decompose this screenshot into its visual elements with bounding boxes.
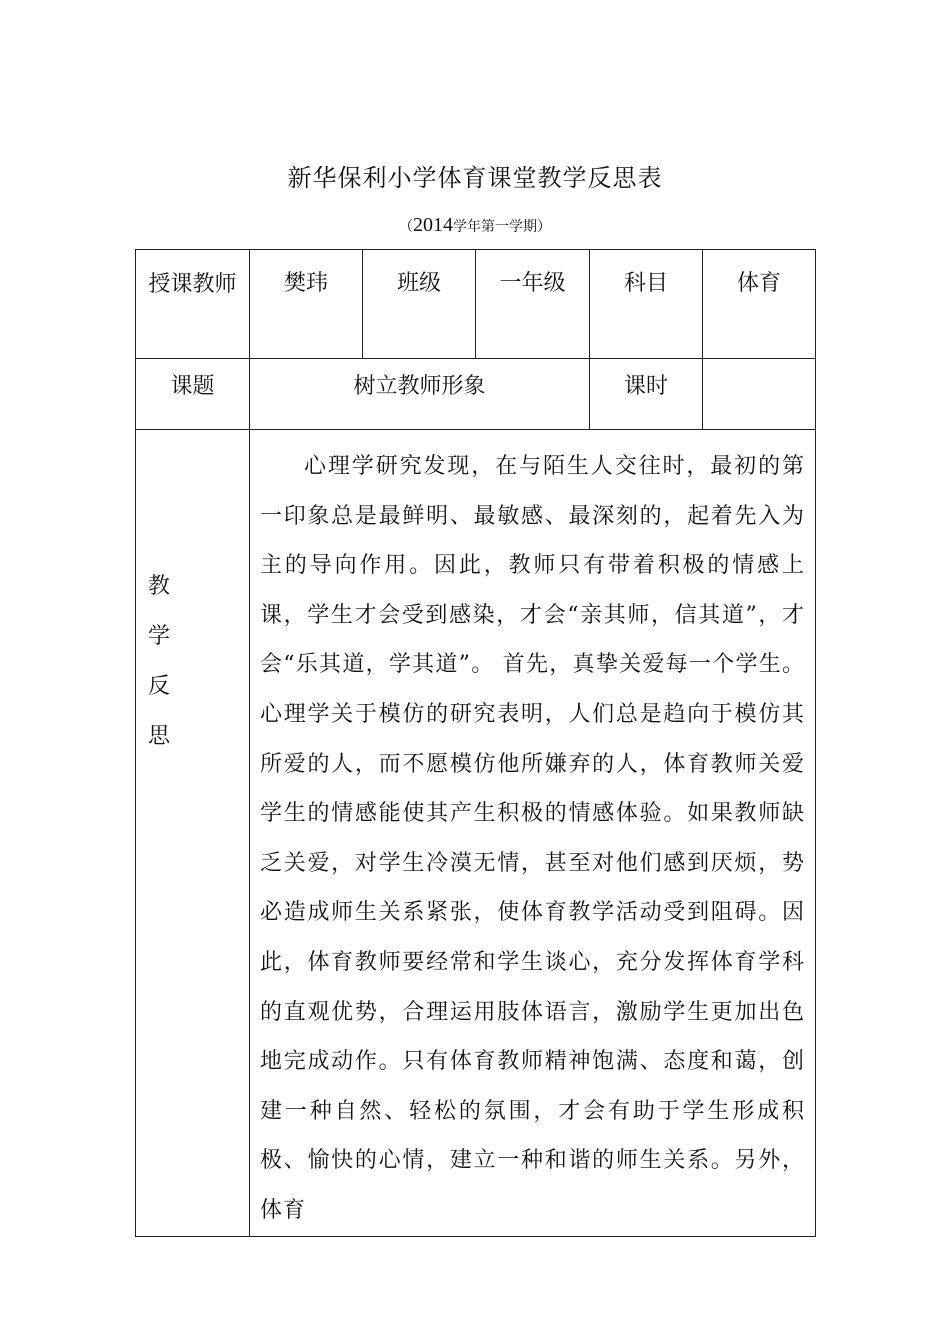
topic-row xyxy=(136,359,816,430)
topic-label: 课题 xyxy=(170,374,215,399)
class-label-cell xyxy=(363,250,476,359)
teacher-label-cell xyxy=(136,250,250,359)
topic-label-cell xyxy=(136,359,250,430)
reflection-label-cell xyxy=(136,430,250,1237)
subject-label: 科目 xyxy=(623,271,668,296)
class-value-cell xyxy=(476,250,590,359)
period-label: 课时 xyxy=(623,374,668,399)
teacher-info-row xyxy=(136,250,816,359)
subject-label-cell xyxy=(590,250,703,359)
class-value: 一年级 xyxy=(499,271,566,296)
subtitle-term: 学年第一学期） xyxy=(453,219,551,235)
class-label: 班级 xyxy=(396,271,441,296)
reflection-form-table xyxy=(135,249,816,1237)
teacher-value: 樊玮 xyxy=(283,271,328,296)
topic-value: 树立教师形象 xyxy=(353,374,486,399)
subtitle-year: 2014 xyxy=(413,214,453,236)
reflection-row xyxy=(136,430,816,1237)
teacher-value-cell xyxy=(250,250,363,359)
teacher-label: 授课教师 xyxy=(148,272,237,297)
topic-value-cell xyxy=(250,359,590,430)
period-value-cell xyxy=(703,359,816,430)
period-label-cell xyxy=(590,359,703,430)
page-title: 新华保利小学体育课堂教学反思表 xyxy=(287,164,663,192)
term-subtitle xyxy=(0,214,950,237)
reflection-content-cell xyxy=(250,430,816,1237)
subject-value: 体育 xyxy=(736,271,781,296)
subject-value-cell xyxy=(703,250,816,359)
reflection-text: 心理学研究发现，在与陌生人交往时，最初的第一印象总是最鲜明、最敏感、最深刻的，起着先入为主的导向作用。因此，教师只有带着积极的情感上课，学生才会受到感染，才会“亲其师，信其道”，才会“乐其道，学其道”。 首先，真挚关爱每一个学生。心理学关于模仿的研究表明，人们总是趋向于模仿其所爱的人，而不愿模仿他所嫌弃的人，体育教师关爱学生的情感能使其产生积极的情感体验。如果教师缺乏关爱，对学生冷漠无情，甚至对他们感到厌烦，势必造成师生关系紧张，使体育教学活动受到阻碍。因此，体育教师要经常和学生谈心，充分发挥体育学科的直观优势，合理运用肢体语言，激励学生更加出色地完成动作。只有体育教师精神饱满、态度和蔼，创建一种自然、轻松的氛围，才会有助于学生形成积极、愉快的心情，建立一种和谐的师生关系。另外，体育 xyxy=(260,454,805,1223)
subtitle-open-paren: （ xyxy=(399,219,413,235)
reflection-label: 教学反思 xyxy=(148,574,171,749)
